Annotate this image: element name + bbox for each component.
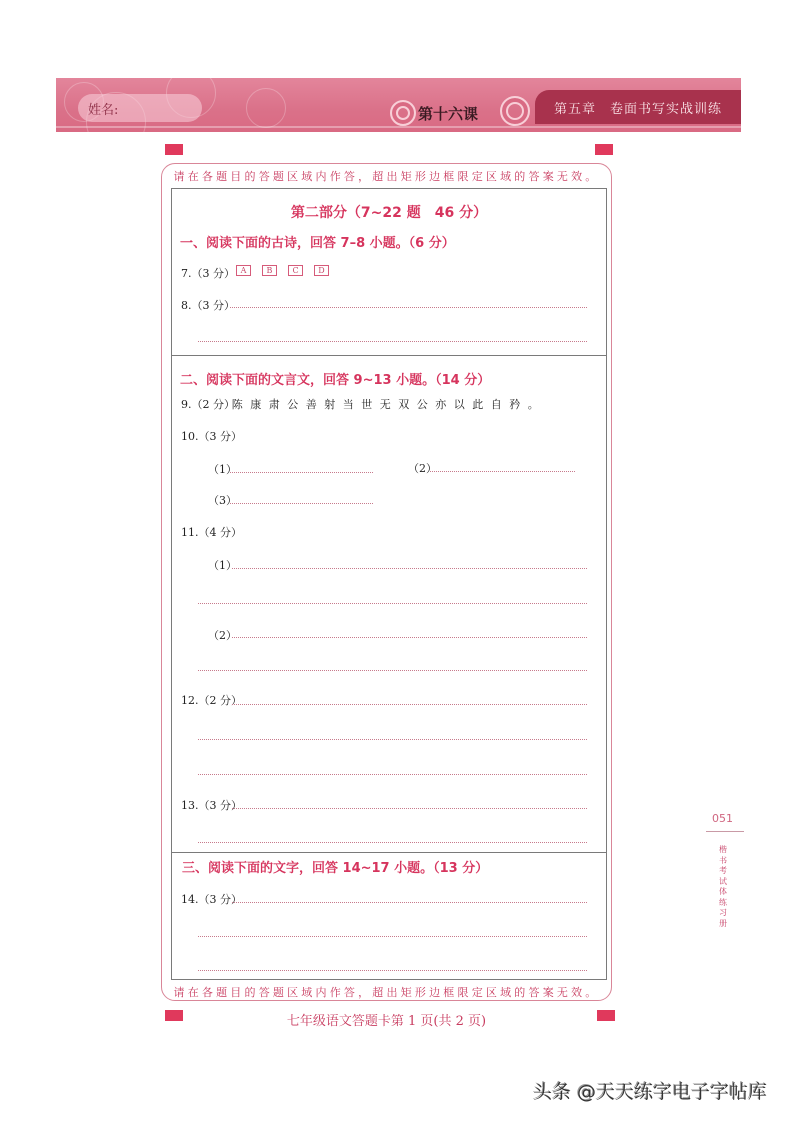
section-title-1: 一、阅读下面的古诗，回答 7–8 小题。（6 分） xyxy=(180,236,455,251)
name-field[interactable] xyxy=(78,94,202,122)
chapter-number: 第五章 xyxy=(553,101,596,117)
answer-line-14-2[interactable] xyxy=(198,936,587,937)
question-9-sentence xyxy=(228,396,543,412)
answer-line-13-1[interactable] xyxy=(232,808,587,809)
sentence-char[interactable]: 矜 xyxy=(509,398,521,411)
choice-c[interactable]: C xyxy=(288,265,303,276)
answer-line-8-1[interactable] xyxy=(230,307,587,308)
watermark: 头条 @天天练字电子字帖库 xyxy=(533,1081,768,1103)
question-11-label: 11.（4 分） xyxy=(181,526,242,539)
question-9-label: 9.（2 分） xyxy=(181,398,235,411)
answer-line-13-2[interactable] xyxy=(198,842,587,843)
sentence-char[interactable]: 亦 xyxy=(435,398,447,411)
name-label: 姓名: xyxy=(88,102,119,118)
question-11-sub-2: （2） xyxy=(208,629,237,642)
lesson-title: 第十六课 xyxy=(418,105,479,123)
sentence-char: 。 xyxy=(527,398,539,411)
choice-b[interactable]: B xyxy=(262,265,277,276)
answer-line-11-3[interactable] xyxy=(232,637,587,638)
question-12-label: 12.（2 分） xyxy=(181,694,242,707)
notice-top: 请在各题目的答题区域内作答，超出矩形边框限定区域的答案无效。 xyxy=(173,170,600,183)
header-stripe xyxy=(56,126,741,128)
sentence-char[interactable]: 陈 xyxy=(231,398,243,411)
sentence-char[interactable]: 无 xyxy=(379,398,391,411)
answer-line-10-1[interactable] xyxy=(230,472,373,473)
registration-mark-top-right xyxy=(595,144,613,155)
answer-line-8-2[interactable] xyxy=(198,341,587,342)
notice-bottom: 请在各题目的答题区域内作答，超出矩形边框限定区域的答案无效。 xyxy=(173,986,600,999)
answer-line-14-3[interactable] xyxy=(198,970,587,971)
sentence-char[interactable]: 善 xyxy=(305,398,317,411)
sheet-footer-title: 七年级语文答题卡第 1 页(共 2 页) xyxy=(286,1014,487,1029)
question-10-sub-2: （2） xyxy=(408,462,437,475)
section-title-2: 二、阅读下面的文言文，回答 9~13 小题。（14 分） xyxy=(180,373,491,388)
question-7-label: 7.（3 分） xyxy=(181,267,235,280)
question-14-label: 14.（3 分） xyxy=(181,893,242,906)
question-10-sub-3: （3） xyxy=(208,494,237,507)
sentence-char[interactable]: 公 xyxy=(287,398,299,411)
question-13-label: 13.（3 分） xyxy=(181,799,242,812)
answer-line-10-2[interactable] xyxy=(430,471,575,472)
chapter-title: 卷面书写实战训练 xyxy=(610,101,723,117)
section-title-3: 三、阅读下面的文字，回答 14~17 小题。（13 分） xyxy=(182,861,489,876)
sentence-char[interactable]: 当 xyxy=(342,398,354,411)
cloud-swirl-icon xyxy=(390,100,416,126)
answer-line-12-1[interactable] xyxy=(232,704,587,705)
page-number-rule xyxy=(706,831,744,832)
answer-line-11-1[interactable] xyxy=(232,568,587,569)
answer-line-12-2[interactable] xyxy=(198,739,587,740)
answer-line-12-3[interactable] xyxy=(198,774,587,775)
choice-a[interactable]: A xyxy=(236,265,251,276)
page-number: 051 xyxy=(712,812,733,825)
answer-line-11-2[interactable] xyxy=(198,603,587,604)
question-10-label: 10.（3 分） xyxy=(181,430,242,443)
cloud-swirl-icon xyxy=(500,96,530,126)
sentence-char[interactable]: 世 xyxy=(361,398,373,411)
part-title: 第二部分（7~22 题 46 分） xyxy=(290,205,488,221)
sentence-char[interactable]: 自 xyxy=(490,398,502,411)
choice-d[interactable]: D xyxy=(314,265,329,276)
question-10-sub-1: （1） xyxy=(208,463,237,476)
sentence-char[interactable]: 射 xyxy=(324,398,336,411)
sentence-char[interactable]: 康 xyxy=(250,398,262,411)
chapter-tab xyxy=(535,90,741,124)
sentence-char[interactable]: 此 xyxy=(472,398,484,411)
question-11-sub-1: （1） xyxy=(208,559,237,572)
registration-mark-top-left xyxy=(165,144,183,155)
answer-line-10-3[interactable] xyxy=(230,503,373,504)
sentence-char[interactable]: 以 xyxy=(453,398,465,411)
sentence-char[interactable]: 双 xyxy=(398,398,410,411)
swirl-decoration xyxy=(246,88,286,128)
answer-line-14-1[interactable] xyxy=(232,902,587,903)
sentence-char[interactable]: 公 xyxy=(416,398,428,411)
book-side-label: 楷书考试体练习册 xyxy=(719,845,727,928)
question-8-label: 8.（3 分） xyxy=(181,299,235,312)
answer-line-11-4[interactable] xyxy=(198,670,587,671)
sentence-char[interactable]: 肃 xyxy=(268,398,280,411)
